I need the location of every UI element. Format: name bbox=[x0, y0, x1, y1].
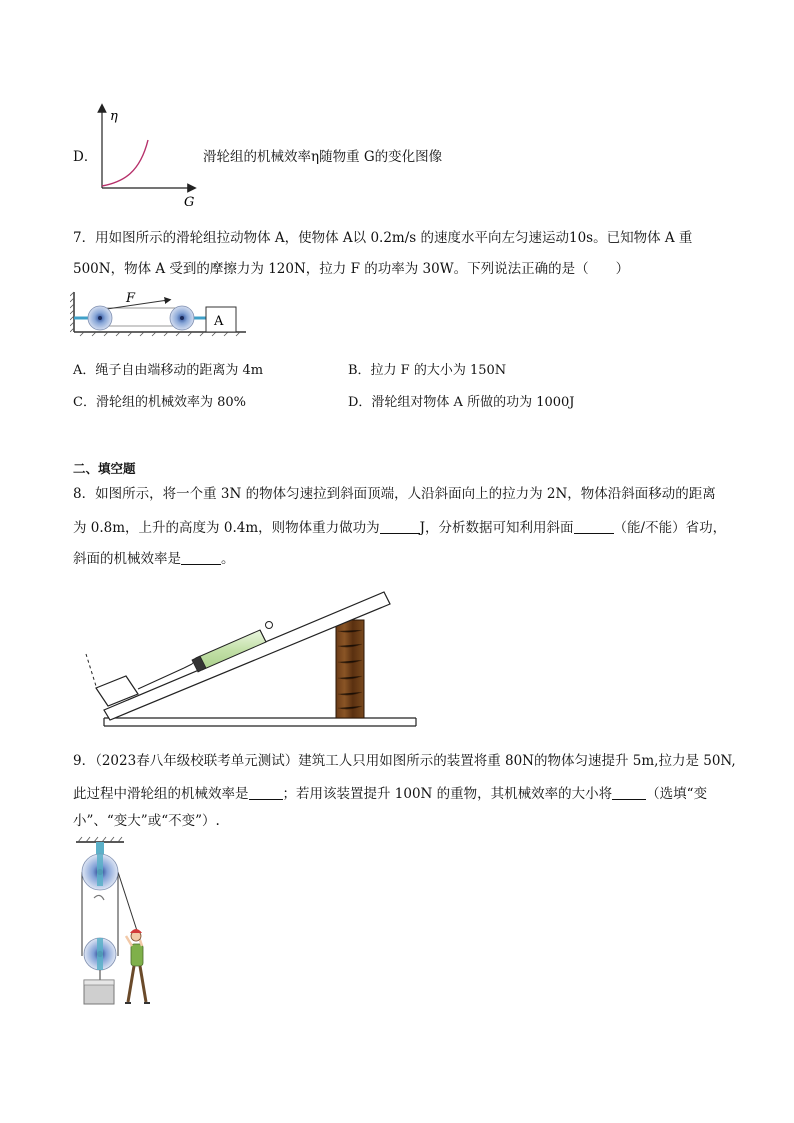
q8-incline-figure bbox=[80, 586, 420, 731]
q8-line2: 为 0.8m，上升的高度为 0.4m，则物体重力做功为 J，分析数据可知利用斜面 （能/不能）省功， bbox=[73, 520, 727, 536]
q8-blank-1[interactable] bbox=[380, 519, 420, 534]
section-fill-in-title: 二、填空题 bbox=[73, 461, 136, 476]
q9-line2: 此过程中滑轮组的机械效率是 ；若用该装置提升 100N 的重物，其机械效率的大小将 （选填“变 bbox=[73, 786, 708, 802]
q7-line2: 500N，物体 A 受到的摩擦力为 120N，拉力 F 的功率为 30W。下列说法正确的是（ ） bbox=[73, 261, 630, 277]
graph-y-label: η bbox=[110, 109, 118, 124]
q7-line1: 7．用如图所示的滑轮组拉动物体 A，使物体 A以 0.2m/s 的速度水平向左匀速运动10s。已知物体 A 重 bbox=[73, 230, 693, 246]
q7-option-a: A．绳子自由端移动的距离为 4m bbox=[73, 363, 264, 378]
q9-blank-1[interactable] bbox=[249, 785, 283, 800]
q7-figure-block-label: A bbox=[214, 314, 224, 329]
q7-option-d: D．滑轮组对物体 A 所做的功为 1000J bbox=[348, 395, 575, 410]
graph-x-label: G bbox=[184, 195, 195, 210]
q9-pulley-figure bbox=[70, 836, 180, 1008]
option-d-text: 滑轮组的机械效率η随物重 G的变化图像 bbox=[203, 149, 443, 165]
q7-option-b: B．拉力 F 的大小为 150N bbox=[348, 363, 507, 378]
q8-blank-2[interactable] bbox=[574, 519, 614, 534]
option-d-letter: D． bbox=[73, 149, 98, 165]
q9-line3: 小”、“变大”或“不变”）. bbox=[73, 813, 220, 829]
q8-line3: 斜面的机械效率是 。 bbox=[73, 551, 235, 567]
q7-option-c: C．滑轮组的机械效率为 80% bbox=[73, 395, 246, 410]
q7-pulley-figure bbox=[70, 288, 250, 340]
q9-line1: 9．（2023春八年级校联考单元测试）建筑工人只用如图所示的装置将重 80N的物体匀速提升 5m,拉力是 50N, bbox=[73, 753, 736, 769]
q9-blank-2[interactable] bbox=[612, 785, 646, 800]
efficiency-graph bbox=[88, 100, 208, 212]
graph-curve bbox=[102, 140, 148, 186]
q7-figure-force-label: F bbox=[126, 291, 136, 306]
q8-line1: 8．如图所示，将一个重 3N 的物体匀速拉到斜面顶端，人沿斜面向上的拉力为 2N，物体沿斜面移动的距离 bbox=[73, 486, 716, 502]
q8-blank-3[interactable] bbox=[181, 550, 221, 565]
